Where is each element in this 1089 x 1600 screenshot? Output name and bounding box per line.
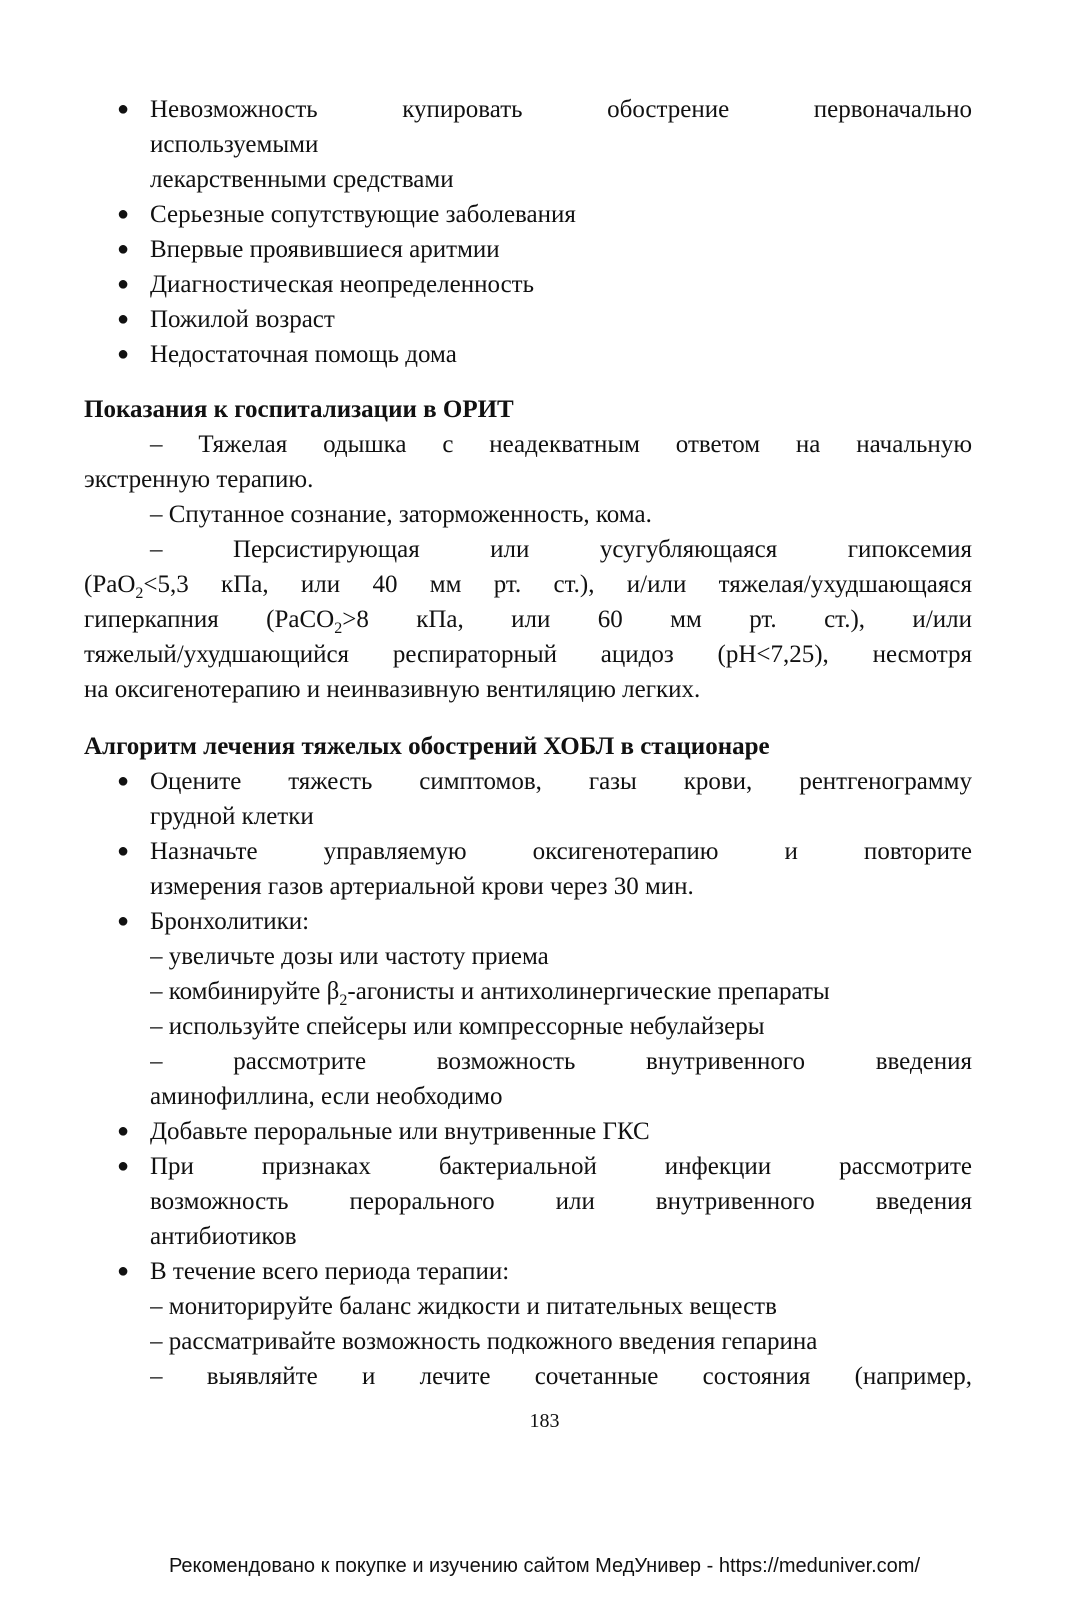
bullet-icon: ● <box>117 203 130 225</box>
bullet-icon: ● <box>117 910 130 932</box>
bullet-icon: ● <box>117 1260 130 1282</box>
list-item: ● Бронхолитики: – увеличьте дозы или частоту приема – комбинируйте $\beta_2$-агонисты и антихолинергические препараты – используйте спейсеры или компрессорные небулайзеры – рассмотрите возможность внутривенного введения аминофиллина, если необходимо <box>84 904 972 1114</box>
section-heading-algorithm: Алгоритм лечения тяжелых обострений ХОБЛ в стационаре <box>84 733 770 760</box>
list-item: ● Впервые проявившиеся аритмии <box>84 232 972 267</box>
list-item: ● Диагностическая неопределенность <box>84 267 972 302</box>
bullet-icon: ● <box>117 1155 130 1177</box>
bullet-icon: ● <box>117 770 130 792</box>
paragraph: – Персистирующая или усугубляющаяся гипоксемия (PaO$_2$<5,3 кПа, или 40 мм рт. ст.), и/или тяжелая/ухудшающаяся гиперкапния (PaCO$_2$>8 кПа, или 60 мм рт. ст.), и/или тяжелый/ухудшающийся респираторный ацидоз (pH<7,25), несмотря на оксигенотерапию и неинвазивную вентиляцию легких. <box>84 536 972 703</box>
list-item: ● Добавьте пероральные или внутривенные ГКС <box>84 1114 972 1149</box>
bullet-icon: ● <box>117 98 130 120</box>
list-item: ● Оцените тяжесть симптомов, газы крови, рентгенограмму грудной клетки <box>84 764 972 834</box>
paragraph: – Тяжелая одышка с неадекватным ответом на начальную экстренную терапию. <box>84 431 972 493</box>
sub-item: – комбинируйте $\beta_2$-агонисты и антихолинергические препараты <box>150 978 830 1009</box>
section-heading-icu: Показания к госпитализации в ОРИТ <box>84 396 514 423</box>
list-item: ● Назначьте управляемую оксигенотерапию и повторите измерения газов артериальной крови через 30 мин. <box>84 834 972 904</box>
paragraph: – Спутанное сознание, заторможенность, кома. <box>150 501 652 528</box>
footer-watermark: Рекомендовано к покупке и изучению сайтом МедУнивер - https://meduniver.com/ <box>168 1555 921 1577</box>
bullet-icon: ● <box>117 308 130 330</box>
page-number: 183 <box>529 1410 560 1432</box>
bullet-icon: ● <box>117 343 130 365</box>
list-item: ● В течение всего периода терапии: – мониторируйте баланс жидкости и питательных веществ – рассматривайте возможность подкожного введения гепарина – выявляйте и лечите сочетанные состояния (например, <box>84 1254 972 1394</box>
paragraph-line: гиперкапния (PaCO$_2$>8 кПа, или 60 мм рт. ст.), и/или <box>84 606 972 637</box>
bullet-icon: ● <box>117 840 130 862</box>
bullet-icon: ● <box>117 273 130 295</box>
list-item: ● Недостаточная помощь дома <box>84 337 972 372</box>
bullet-icon: ● <box>117 1120 130 1142</box>
list-item: ● Серьезные сопутствующие заболевания <box>84 197 972 232</box>
paragraph-line: (PaO$_2$<5,3 кПа, или 40 мм рт. ст.), и/или тяжелая/ухудшающаяся <box>84 571 972 602</box>
list-item: ● При признаках бактериальной инфекции рассмотрите возможность перорального или внутривенного введения антибиотиков <box>84 1149 972 1254</box>
list-item: ● Невозможность купировать обострение первоначально используемыми лекарственными средствами <box>84 92 972 197</box>
bullet-icon: ● <box>117 238 130 260</box>
list-item: ● Пожилой возраст <box>84 302 972 337</box>
page-content <box>84 92 972 1394</box>
